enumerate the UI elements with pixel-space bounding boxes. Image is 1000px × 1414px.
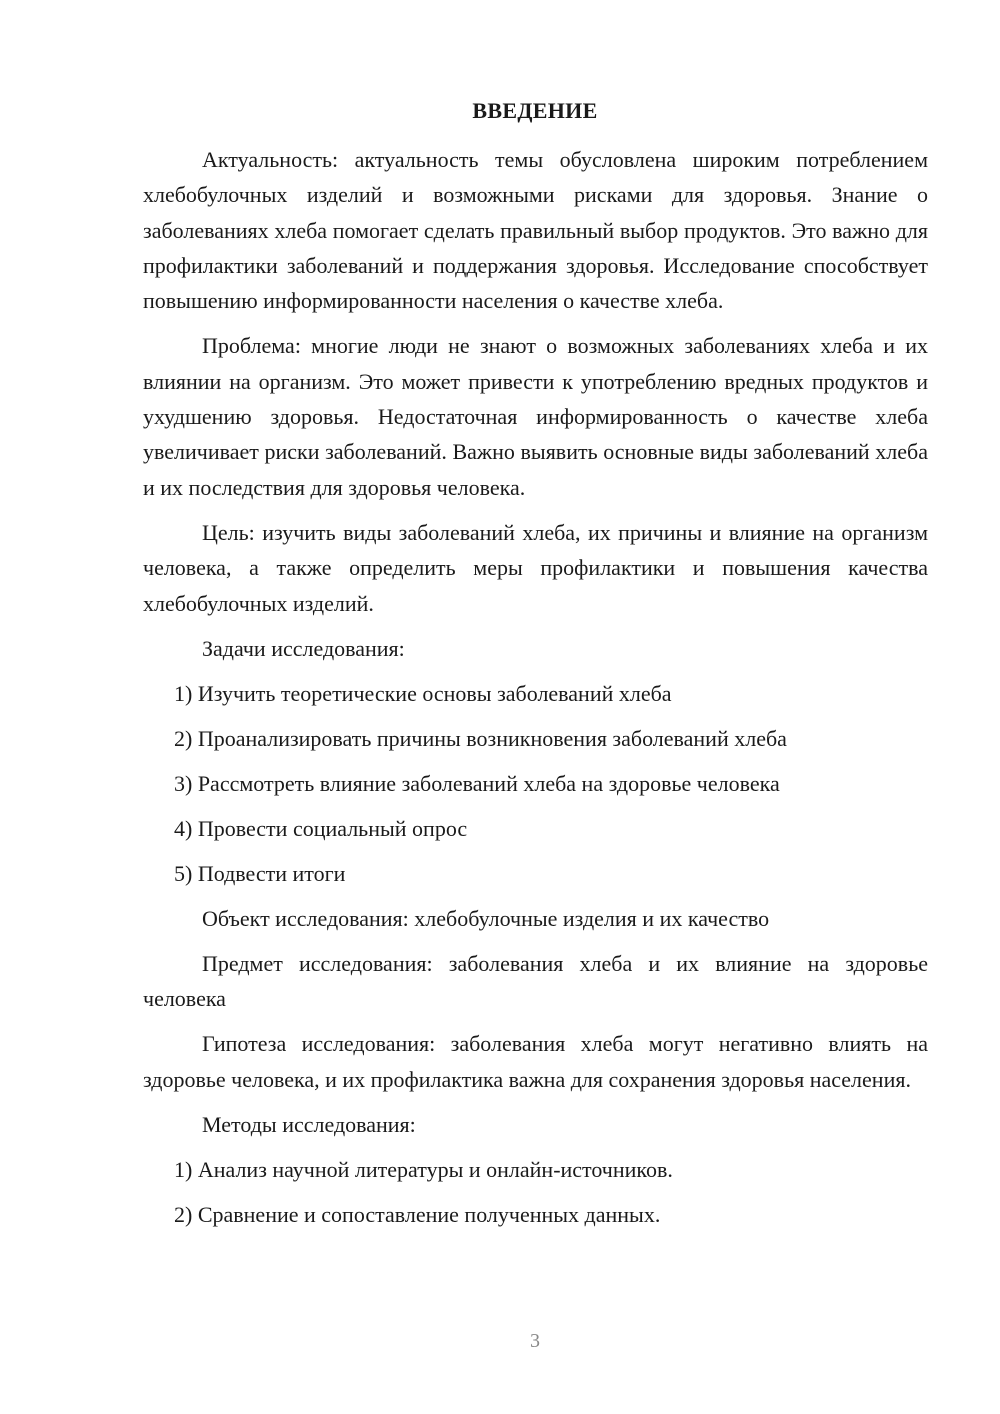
task-item-2: 2) Проанализировать причины возникновения заболеваний хлеба xyxy=(174,725,787,751)
task-item-1: 1) Изучить теоретические основы заболеваний хлеба xyxy=(174,680,672,706)
tasks-title: Задачи исследования: xyxy=(202,635,405,661)
method-item-2: 2) Сравнение и сопоставление полученных данных. xyxy=(174,1202,661,1228)
task-item-3: 3) Рассмотреть влияние заболеваний хлеба на здоровье человека xyxy=(174,770,780,796)
hypothesis-paragraph: Гипотеза исследования: заболевания хлеба могут негативно влиять на здоровье человека, и их профилактика важна для сохранения здоровья населения. xyxy=(143,1031,928,1092)
method-item-1: 1) Анализ научной литературы и онлайн-источников. xyxy=(174,1157,673,1183)
subject-paragraph: Предмет исследования: заболевания хлеба и их влияние на здоровье человека xyxy=(143,950,928,1012)
goal-paragraph: Цель: изучить виды заболеваний хлеба, их причины и влияние на организм человека, а также определить меры профилактики и повышения качества хлебобулочных изделий. xyxy=(143,519,928,616)
task-item-5: 5) Подвести итоги xyxy=(174,860,346,886)
relevance-paragraph: Актуальность: актуальность темы обусловлена широким потреблением хлебобулочных изделий и возможными рисками для здоровья. Знание о заболеваниях хлеба помогает сделать правильный выбор продуктов. Это важно для профилактики заболеваний и поддержания здоровья. Исследование способствует повышению информированности населения о качестве хлеба. xyxy=(143,147,928,314)
section-body xyxy=(143,142,928,1242)
task-item-4: 4) Провести социальный опрос xyxy=(174,815,468,841)
problem-paragraph: Проблема: многие люди не знают о возможных заболеваниях хлеба и их влиянии на организм. Это может привести к употреблению вредных продуктов и ухудшению здоровья. Недостаточная информированность о качестве хлеба увеличивает риски заболеваний. Важно выявить основные виды заболеваний хлеба и их последствия для здоровья человека. xyxy=(143,333,928,500)
object-paragraph: Объект исследования: хлебобулочные изделия и их качество xyxy=(202,905,770,931)
section-heading: ВВЕДЕНИЕ xyxy=(472,98,598,123)
methods-title: Методы исследования: xyxy=(202,1112,416,1138)
page-number: 3 xyxy=(530,1330,540,1352)
